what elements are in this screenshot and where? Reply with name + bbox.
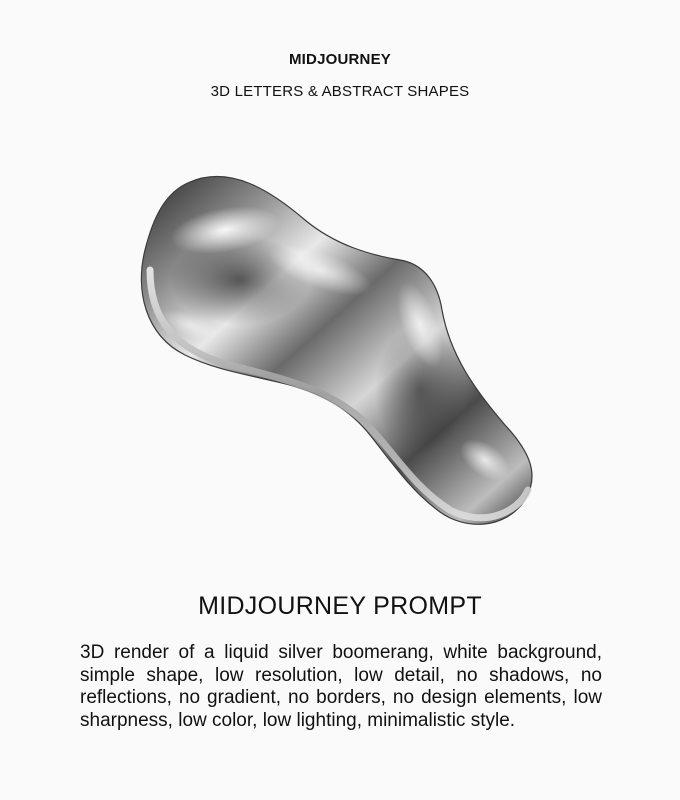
subtitle: 3D LETTERS & ABSTRACT SHAPES — [210, 83, 470, 100]
prompt-title: MIDJOURNEY PROMPT — [198, 592, 482, 620]
brand-title: MIDJOURNEY — [288, 51, 391, 68]
liquid-silver-blob-icon — [120, 160, 560, 550]
header — [0, 50, 680, 102]
prompt-text: 3D render of a liquid silver boomerang, white background, simple shape, low resolution, low detail, no shadows, no reflections, no gradient, no borders, no design elements, low sharpness, low color, low lighting, minimalistic style. — [80, 642, 602, 731]
